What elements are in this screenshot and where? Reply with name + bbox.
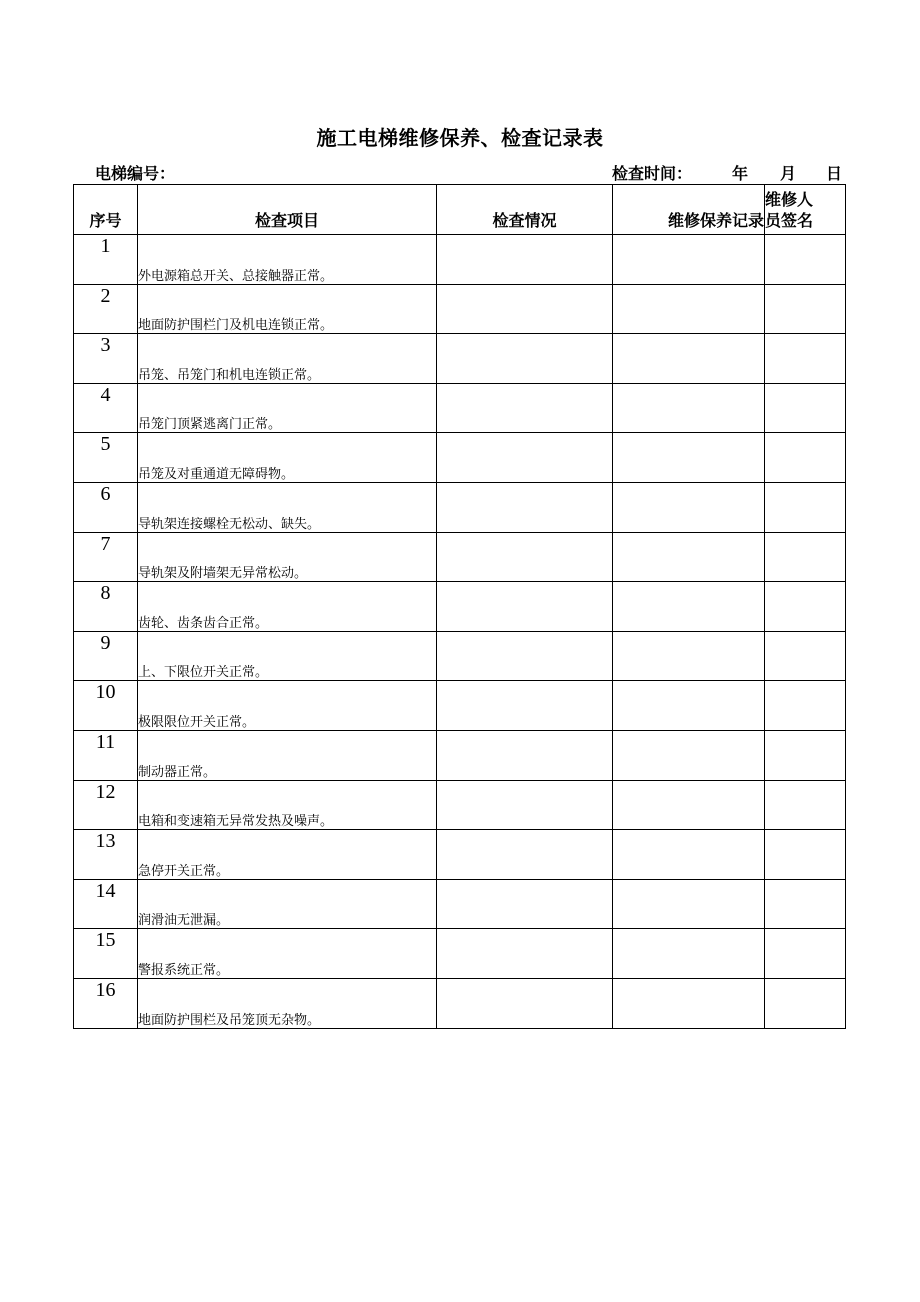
- row-signature-cell[interactable]: [765, 879, 846, 929]
- row-record-cell[interactable]: [613, 730, 765, 780]
- row-check-item: 吊笼门顶紧逃离门正常。: [138, 383, 437, 433]
- table-row: [74, 631, 846, 681]
- row-record-cell[interactable]: [613, 681, 765, 731]
- row-seq: 2: [74, 284, 138, 334]
- row-signature-cell[interactable]: [765, 532, 846, 582]
- row-status-cell[interactable]: [437, 780, 613, 830]
- row-check-item: 制动器正常。: [138, 730, 437, 780]
- table-row: [74, 532, 846, 582]
- header-status: 检查情况: [437, 185, 613, 235]
- row-record-cell[interactable]: [613, 334, 765, 384]
- check-time-label: 检查时间：: [612, 164, 693, 183]
- row-check-item: 导轨架连接螺栓无松动、缺失。: [138, 482, 437, 532]
- row-check-item: 齿轮、齿条齿合正常。: [138, 582, 437, 632]
- row-status-cell[interactable]: [437, 830, 613, 880]
- row-status-cell[interactable]: [437, 284, 613, 334]
- row-check-item: 吊笼及对重通道无障碍物。: [138, 433, 437, 483]
- row-signature-cell[interactable]: [765, 235, 846, 285]
- row-status-cell[interactable]: [437, 235, 613, 285]
- row-status-cell[interactable]: [437, 532, 613, 582]
- table-row: [74, 929, 846, 979]
- row-seq: 8: [74, 582, 138, 632]
- row-check-item: 上、下限位开关正常。: [138, 631, 437, 681]
- row-seq: 12: [74, 780, 138, 830]
- row-seq: 15: [74, 929, 138, 979]
- row-check-item: 警报系统正常。: [138, 929, 437, 979]
- row-record-cell[interactable]: [613, 631, 765, 681]
- elevator-number-field[interactable]: [95, 161, 175, 184]
- header-signature-line2: 员签名: [765, 211, 814, 230]
- row-signature-cell[interactable]: [765, 334, 846, 384]
- row-check-item: 地面防护围栏门及机电连锁正常。: [138, 284, 437, 334]
- row-signature-cell[interactable]: [765, 582, 846, 632]
- row-status-cell[interactable]: [437, 730, 613, 780]
- table-row: [74, 830, 846, 880]
- row-seq: 14: [74, 879, 138, 929]
- row-record-cell[interactable]: [613, 582, 765, 632]
- row-signature-cell[interactable]: [765, 830, 846, 880]
- row-seq: 4: [74, 383, 138, 433]
- row-status-cell[interactable]: [437, 631, 613, 681]
- row-record-cell[interactable]: [613, 284, 765, 334]
- header-signature-line1: 维修人: [765, 190, 814, 209]
- row-record-cell[interactable]: [613, 235, 765, 285]
- row-seq: 11: [74, 730, 138, 780]
- row-status-cell[interactable]: [437, 681, 613, 731]
- row-signature-cell[interactable]: [765, 631, 846, 681]
- table-row: [74, 978, 846, 1028]
- table-row: [74, 383, 846, 433]
- row-signature-cell[interactable]: [765, 383, 846, 433]
- row-status-cell[interactable]: [437, 482, 613, 532]
- table-row: [74, 433, 846, 483]
- table-row: [74, 284, 846, 334]
- table-row: [74, 582, 846, 632]
- row-check-item: 外电源箱总开关、总接触器正常。: [138, 235, 437, 285]
- table-header-row: [74, 185, 846, 235]
- row-status-cell[interactable]: [437, 929, 613, 979]
- month-label: 月: [780, 164, 797, 183]
- row-check-item: 导轨架及附墙架无异常松动。: [138, 532, 437, 582]
- row-record-cell[interactable]: [613, 879, 765, 929]
- row-record-cell[interactable]: [613, 433, 765, 483]
- table-row: [74, 681, 846, 731]
- inspection-table: [73, 184, 846, 1029]
- row-status-cell[interactable]: [437, 978, 613, 1028]
- row-seq: 1: [74, 235, 138, 285]
- row-seq: 6: [74, 482, 138, 532]
- row-status-cell[interactable]: [437, 879, 613, 929]
- row-signature-cell[interactable]: [765, 929, 846, 979]
- row-record-cell[interactable]: [613, 383, 765, 433]
- row-signature-cell[interactable]: [765, 284, 846, 334]
- row-status-cell[interactable]: [437, 433, 613, 483]
- row-check-item: 地面防护围栏及吊笼顶无杂物。: [138, 978, 437, 1028]
- row-record-cell[interactable]: [613, 532, 765, 582]
- row-check-item: 吊笼、吊笼门和机电连锁正常。: [138, 334, 437, 384]
- row-status-cell[interactable]: [437, 383, 613, 433]
- row-seq: 13: [74, 830, 138, 880]
- row-check-item: 极限限位开关正常。: [138, 681, 437, 731]
- row-status-cell[interactable]: [437, 334, 613, 384]
- header-record: 维修保养记录: [613, 185, 765, 235]
- row-seq: 5: [74, 433, 138, 483]
- row-status-cell[interactable]: [437, 582, 613, 632]
- header-item: 检查项目: [138, 185, 437, 235]
- row-seq: 16: [74, 978, 138, 1028]
- form-title: 施工电梯维修保养、检查记录表: [316, 126, 604, 150]
- row-seq: 10: [74, 681, 138, 731]
- table-row: [74, 780, 846, 830]
- elevator-number-label: 电梯编号：: [95, 164, 176, 183]
- row-record-cell[interactable]: [613, 780, 765, 830]
- row-seq: 3: [74, 334, 138, 384]
- header-signature: [765, 185, 846, 235]
- row-record-cell[interactable]: [613, 482, 765, 532]
- table-row: [74, 482, 846, 532]
- row-signature-cell[interactable]: [765, 681, 846, 731]
- row-record-cell[interactable]: [613, 830, 765, 880]
- table-row: [74, 730, 846, 780]
- check-date-field[interactable]: [612, 161, 848, 184]
- row-signature-cell[interactable]: [765, 482, 846, 532]
- row-seq: 7: [74, 532, 138, 582]
- header-seq: 序号: [74, 185, 138, 235]
- row-record-cell[interactable]: [613, 978, 765, 1028]
- row-signature-cell[interactable]: [765, 433, 846, 483]
- row-signature-cell[interactable]: [765, 730, 846, 780]
- row-check-item: 润滑油无泄漏。: [138, 879, 437, 929]
- day-label: 日: [826, 164, 843, 183]
- row-seq: 9: [74, 631, 138, 681]
- row-check-item: 电箱和变速箱无异常发热及噪声。: [138, 780, 437, 830]
- table-row: [74, 879, 846, 929]
- row-signature-cell[interactable]: [765, 978, 846, 1028]
- table-row: [74, 334, 846, 384]
- row-check-item: 急停开关正常。: [138, 830, 437, 880]
- row-record-cell[interactable]: [613, 929, 765, 979]
- row-signature-cell[interactable]: [765, 780, 846, 830]
- year-label: 年: [732, 164, 749, 183]
- table-row: [74, 235, 846, 285]
